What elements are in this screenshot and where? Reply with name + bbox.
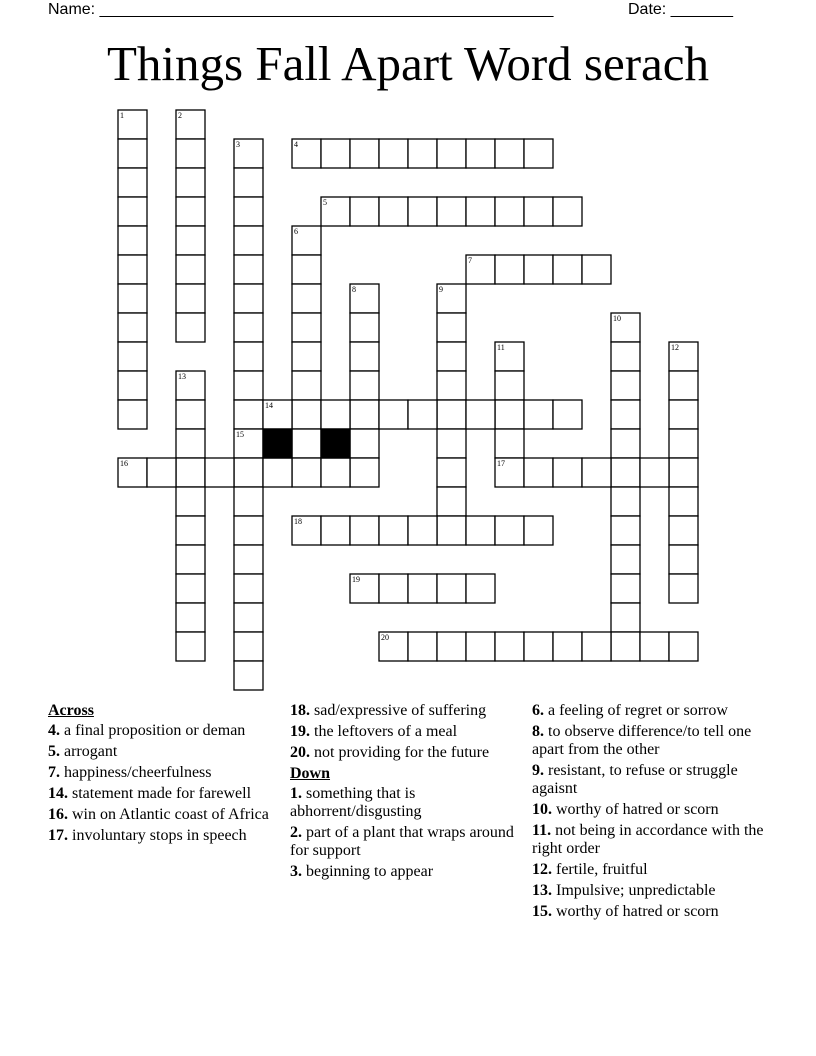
grid-cell[interactable]	[611, 603, 640, 632]
clue-number-label: 9	[439, 285, 443, 294]
grid-cell[interactable]	[176, 313, 205, 342]
grid-cell[interactable]	[292, 400, 321, 429]
clue-number-label: 15	[236, 430, 244, 439]
clue-column-3	[532, 702, 764, 924]
grid-cell[interactable]	[582, 632, 611, 661]
clue-text: a feeling of regret or sorrow	[544, 702, 728, 719]
clue-number: 4.	[48, 722, 60, 739]
grid-cell[interactable]	[524, 632, 553, 661]
grid-cell[interactable]	[234, 574, 263, 603]
grid-cell[interactable]	[234, 342, 263, 371]
grid-cell[interactable]	[176, 226, 205, 255]
clue-number-label: 11	[497, 343, 505, 352]
grid-cell[interactable]	[495, 371, 524, 400]
clue-text: something that is abhorrent/disgusting	[290, 785, 422, 820]
grid-cell[interactable]	[437, 487, 466, 516]
grid-cell[interactable]	[408, 632, 437, 661]
clue-text: Impulsive; unpredictable	[552, 882, 716, 899]
grid-cell[interactable]	[640, 632, 669, 661]
grid-cell[interactable]	[437, 429, 466, 458]
grid-cell[interactable]	[466, 197, 495, 226]
grid-cell[interactable]	[582, 255, 611, 284]
clue-text: win on Atlantic coast of Africa	[68, 806, 269, 823]
grid-cell-black	[263, 429, 292, 458]
clue-number-label: 12	[671, 343, 679, 352]
grid-cell[interactable]	[234, 661, 263, 690]
grid-cell[interactable]	[466, 139, 495, 168]
clue-number-label: 14	[265, 401, 273, 410]
grid-cell[interactable]	[408, 139, 437, 168]
grid-cell[interactable]	[118, 284, 147, 313]
grid-cell[interactable]	[582, 458, 611, 487]
grid-cell[interactable]	[379, 197, 408, 226]
grid-cell[interactable]	[118, 226, 147, 255]
grid-cell[interactable]	[292, 255, 321, 284]
grid-cell[interactable]	[379, 516, 408, 545]
grid-cell[interactable]	[553, 197, 582, 226]
down-clue	[290, 863, 522, 881]
grid-cell[interactable]	[437, 313, 466, 342]
clue-number: 13.	[532, 882, 552, 899]
grid-cell[interactable]	[118, 313, 147, 342]
grid-cell[interactable]	[234, 487, 263, 516]
grid-cell[interactable]	[176, 458, 205, 487]
clue-column-2	[290, 702, 522, 884]
grid-cell[interactable]	[234, 545, 263, 574]
grid-cell[interactable]	[466, 400, 495, 429]
grid-cell[interactable]	[350, 458, 379, 487]
grid-cell[interactable]	[350, 197, 379, 226]
grid-cell[interactable]	[176, 255, 205, 284]
clue-number: 5.	[48, 743, 60, 760]
grid-cell[interactable]	[437, 342, 466, 371]
clue-number: 2.	[290, 824, 302, 841]
grid-cell[interactable]	[292, 458, 321, 487]
grid-cell[interactable]	[669, 458, 698, 487]
clue-text: part of a plant that wraps around for support	[290, 824, 514, 859]
grid-cell[interactable]	[611, 400, 640, 429]
grid-cell[interactable]	[495, 139, 524, 168]
grid-cell[interactable]	[524, 516, 553, 545]
down-clue	[532, 903, 764, 921]
clue-number-label: 20	[381, 633, 389, 642]
grid-cell[interactable]	[321, 458, 350, 487]
clue-text: not being in accordance with the right order	[532, 822, 764, 857]
across-heading: Across	[48, 702, 94, 719]
name-field: Name: ___________________________________________________	[48, 1, 554, 18]
down-clue	[290, 824, 522, 860]
grid-cell[interactable]	[669, 400, 698, 429]
clue-number-label: 19	[352, 575, 360, 584]
grid-cell[interactable]	[669, 632, 698, 661]
grid-cell[interactable]	[292, 429, 321, 458]
grid-cell[interactable]	[118, 139, 147, 168]
clue-number: 7.	[48, 764, 60, 781]
across-clue	[290, 723, 522, 741]
clue-number: 18.	[290, 702, 310, 719]
clue-number-label: 8	[352, 285, 356, 294]
grid-cell[interactable]	[495, 197, 524, 226]
grid-cell[interactable]	[669, 574, 698, 603]
clue-text: not providing for the future	[310, 744, 490, 761]
grid-cell[interactable]	[234, 516, 263, 545]
clue-text: beginning to appear	[302, 863, 434, 880]
grid-cell[interactable]	[553, 400, 582, 429]
grid-cell[interactable]	[176, 139, 205, 168]
grid-cell[interactable]	[350, 371, 379, 400]
clue-number-label: 10	[613, 314, 621, 323]
grid-cell[interactable]	[176, 545, 205, 574]
grid-cell[interactable]	[292, 342, 321, 371]
grid-cell[interactable]	[495, 429, 524, 458]
grid-cell[interactable]	[611, 458, 640, 487]
grid-cell[interactable]	[350, 313, 379, 342]
grid-cell[interactable]	[234, 632, 263, 661]
grid-cell[interactable]	[234, 197, 263, 226]
clue-number: 16.	[48, 806, 68, 823]
grid-cell[interactable]	[640, 458, 669, 487]
clue-number-label: 3	[236, 140, 240, 149]
grid-cell[interactable]	[234, 371, 263, 400]
grid-cell[interactable]	[379, 400, 408, 429]
grid-cell[interactable]	[553, 255, 582, 284]
grid-cell[interactable]	[176, 574, 205, 603]
down-clue	[532, 723, 764, 759]
grid-cell[interactable]	[176, 197, 205, 226]
grid-cell[interactable]	[437, 516, 466, 545]
grid-cell[interactable]	[234, 255, 263, 284]
grid-cell[interactable]	[176, 632, 205, 661]
grid-cell[interactable]	[118, 168, 147, 197]
grid-cell[interactable]	[437, 632, 466, 661]
date-field: Date: _______	[628, 1, 733, 18]
grid-cell[interactable]	[292, 313, 321, 342]
grid-cell[interactable]	[611, 487, 640, 516]
clue-number: 6.	[532, 702, 544, 719]
clue-number-label: 6	[294, 227, 298, 236]
grid-cell[interactable]	[524, 400, 553, 429]
grid-cell[interactable]	[321, 516, 350, 545]
clue-text: fertile, fruitful	[552, 861, 648, 878]
clue-number: 12.	[532, 861, 552, 878]
down-clue	[532, 882, 764, 900]
grid-cell[interactable]	[379, 574, 408, 603]
grid-cell[interactable]	[611, 545, 640, 574]
grid-cell[interactable]	[669, 429, 698, 458]
grid-cell[interactable]	[205, 458, 234, 487]
page-title: Things Fall Apart Word serach	[106, 36, 710, 91]
grid-cell[interactable]	[437, 139, 466, 168]
clue-number: 15.	[532, 903, 552, 920]
across-clue	[290, 702, 522, 720]
grid-cell[interactable]	[524, 197, 553, 226]
grid-cell[interactable]	[495, 400, 524, 429]
grid-cell[interactable]	[669, 371, 698, 400]
grid-cell[interactable]	[495, 632, 524, 661]
grid-cell[interactable]	[611, 516, 640, 545]
clue-text: the leftovers of a meal	[310, 723, 458, 740]
clue-number-label: 5	[323, 198, 327, 207]
grid-cell[interactable]	[350, 400, 379, 429]
grid-cell[interactable]	[611, 342, 640, 371]
down-clue	[532, 801, 764, 819]
grid-cell[interactable]	[350, 139, 379, 168]
grid-cell[interactable]	[408, 400, 437, 429]
grid-cell[interactable]	[234, 603, 263, 632]
across-clue	[48, 785, 280, 803]
grid-cell[interactable]	[234, 168, 263, 197]
grid-cell[interactable]	[611, 371, 640, 400]
grid-cell[interactable]	[234, 226, 263, 255]
clue-text: arrogant	[60, 743, 118, 760]
grid-cell[interactable]	[408, 197, 437, 226]
grid-cell[interactable]	[176, 429, 205, 458]
clue-text: worthy of hatred or scorn	[552, 903, 719, 920]
grid-cell[interactable]	[669, 516, 698, 545]
clue-text: statement made for farewell	[68, 785, 252, 802]
grid-cell[interactable]	[437, 574, 466, 603]
grid-cell[interactable]	[321, 139, 350, 168]
down-clue	[532, 861, 764, 879]
clue-number: 14.	[48, 785, 68, 802]
across-clue	[290, 744, 522, 762]
clue-number-label: 16	[120, 459, 128, 468]
grid-cell[interactable]	[437, 400, 466, 429]
grid-cell[interactable]	[147, 458, 176, 487]
grid-cell[interactable]	[176, 400, 205, 429]
across-clue	[48, 743, 280, 761]
grid-cell[interactable]	[234, 284, 263, 313]
grid-cell[interactable]	[524, 255, 553, 284]
clue-text: resistant, to refuse or struggle agaisnt	[532, 762, 738, 797]
clue-text: happiness/cheerfulness	[60, 764, 212, 781]
across-clue	[48, 722, 280, 740]
grid-cell[interactable]	[669, 545, 698, 574]
grid-cell[interactable]	[118, 342, 147, 371]
clue-number: 11.	[532, 822, 552, 839]
grid-cell[interactable]	[263, 458, 292, 487]
grid-cell[interactable]	[292, 284, 321, 313]
grid-cell[interactable]	[321, 400, 350, 429]
grid-cell[interactable]	[524, 139, 553, 168]
grid-cell[interactable]	[611, 429, 640, 458]
grid-cell[interactable]	[553, 458, 582, 487]
grid-cell[interactable]	[118, 255, 147, 284]
grid-cell-black	[321, 429, 350, 458]
clue-column-1	[48, 702, 280, 848]
grid-cell[interactable]	[176, 487, 205, 516]
grid-cell[interactable]	[118, 371, 147, 400]
across-clue	[48, 827, 280, 845]
grid-cell[interactable]	[176, 603, 205, 632]
grid-cell[interactable]	[350, 516, 379, 545]
grid-cell[interactable]	[611, 632, 640, 661]
grid-cell[interactable]	[176, 284, 205, 313]
clue-number: 20.	[290, 744, 310, 761]
across-clue	[48, 764, 280, 782]
grid-cell[interactable]	[176, 516, 205, 545]
grid-cell[interactable]	[234, 313, 263, 342]
grid-cell[interactable]	[350, 342, 379, 371]
grid-cell[interactable]	[118, 197, 147, 226]
grid-cell[interactable]	[524, 458, 553, 487]
clue-number: 3.	[290, 863, 302, 880]
clue-text: worthy of hatred or scorn	[552, 801, 719, 818]
clue-number-label: 7	[468, 256, 472, 265]
grid-cell[interactable]	[437, 197, 466, 226]
grid-cell[interactable]	[437, 458, 466, 487]
grid-cell[interactable]	[176, 168, 205, 197]
clue-number-label: 4	[294, 140, 298, 149]
down-clue	[532, 762, 764, 798]
clue-number: 10.	[532, 801, 552, 818]
grid-cell[interactable]	[118, 400, 147, 429]
grid-cell[interactable]	[437, 371, 466, 400]
clue-number: 1.	[290, 785, 302, 802]
grid-cell[interactable]	[495, 255, 524, 284]
down-clue	[532, 702, 764, 720]
grid-cell[interactable]	[234, 400, 263, 429]
grid-cell[interactable]	[234, 458, 263, 487]
grid-cell[interactable]	[292, 371, 321, 400]
clue-text: involuntary stops in speech	[68, 827, 247, 844]
clue-number-label: 1	[120, 111, 124, 120]
grid-cell[interactable]	[379, 139, 408, 168]
grid-cell[interactable]	[495, 516, 524, 545]
clue-number-label: 18	[294, 517, 302, 526]
grid-cell[interactable]	[466, 574, 495, 603]
down-heading: Down	[290, 765, 331, 782]
clue-number-label: 17	[497, 459, 505, 468]
down-clue	[290, 785, 522, 821]
grid-cell[interactable]	[408, 516, 437, 545]
across-clue	[48, 806, 280, 824]
grid-cell[interactable]	[611, 574, 640, 603]
clue-number: 8.	[532, 723, 544, 740]
clue-number: 19.	[290, 723, 310, 740]
grid-cell[interactable]	[553, 632, 582, 661]
grid-cell[interactable]	[669, 487, 698, 516]
clue-text: to observe difference/to tell one apart from the other	[532, 723, 752, 758]
clue-number-label: 13	[178, 372, 186, 381]
grid-cell[interactable]	[466, 632, 495, 661]
grid-cell[interactable]	[408, 574, 437, 603]
clue-text: a final proposition or deman	[60, 722, 246, 739]
grid-cell[interactable]	[466, 516, 495, 545]
clue-number-label: 2	[178, 111, 182, 120]
clue-text: sad/expressive of suffering	[310, 702, 487, 719]
clue-number: 9.	[532, 762, 544, 779]
clue-number: 17.	[48, 827, 68, 844]
down-clue	[532, 822, 764, 858]
grid-cell[interactable]	[350, 429, 379, 458]
